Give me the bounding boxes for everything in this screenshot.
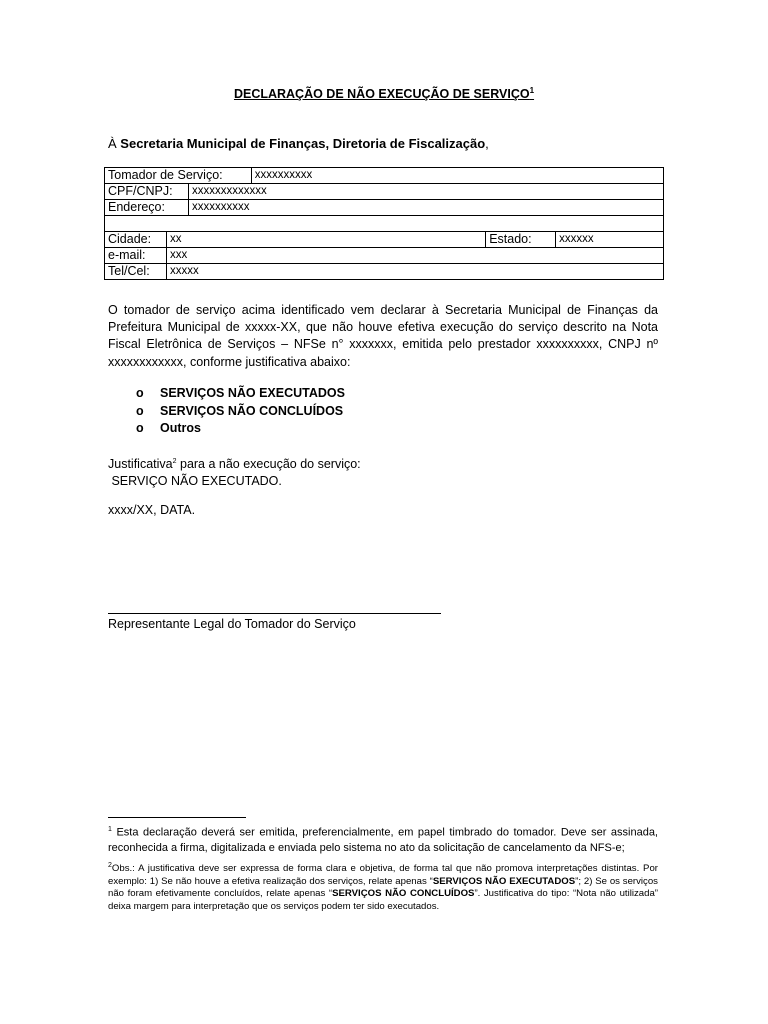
cidade-value: xx (166, 232, 485, 248)
footnote-2-mark: 2 (108, 861, 112, 869)
tomador-value: xxxxxxxxxx (251, 168, 663, 184)
table-row (105, 248, 664, 264)
justification-footnote-mark: 2 (172, 458, 177, 465)
justification (108, 453, 361, 490)
options-list (136, 385, 345, 438)
justification-suffix: para a não execução do serviço: (176, 457, 361, 472)
footnote-2-text: ”. Justificativa do tipo: “Nota não utilizada” deixa margem para interpretação que os serviços podem ter sido executados. (108, 888, 658, 913)
footnote-1-mark: 1 (108, 826, 112, 833)
footnote-2-emphasis: SERVIÇOS NÃO CONCLUÍDOS (332, 888, 475, 900)
list-item (136, 403, 345, 421)
identification-table (104, 167, 664, 280)
table-row (105, 232, 664, 248)
footnote-2 (108, 860, 658, 914)
option-label: Outros (160, 421, 201, 435)
justification-value: SERVIÇO NÃO EXECUTADO. (108, 474, 282, 489)
bullet-icon: o (136, 421, 144, 435)
table-row (105, 200, 664, 216)
endereco-value: xxxxxxxxxx (188, 200, 663, 216)
document-title (0, 86, 768, 101)
title-text: DECLARAÇÃO DE NÃO EXECUÇÃO DE SERVIÇO (233, 87, 530, 102)
bullet-icon: o (136, 386, 144, 400)
table-row (105, 216, 664, 232)
cpf-value: xxxxxxxxxxxxx (188, 184, 663, 200)
place-date: xxxx/XX, DATA. (108, 503, 196, 517)
signature-label: Representante Legal do Tomador do Serviço (108, 617, 356, 631)
justification-heading (108, 453, 361, 473)
tel-label: Tel/Cel: (105, 264, 167, 280)
footnotes (108, 822, 658, 914)
table-row (105, 168, 664, 184)
declaration-paragraph: O tomador de serviço acima identificado vem declarar à Secretaria Municipal de Finanças da Prefeitura Municipal de xxxxx-XX, que não houve efetiva execução do serviço descrito na Nota Fiscal Eletrônica de Serviços – NFSe n° xxxxxxx, emitida pelo prestador xxxxxxxxxx, CNPJ nº xxxxxxxxxxxx, conforme justificativa abaixo: (108, 303, 658, 369)
footnote-1-text: Esta declaração deverá ser emitida, preferencialmente, em papel timbrado do tomador. Deve ser assinada, reconhecida a firma, digitalizada e enviada pelo sistema no ato da solicitação de cancelamento da NFS-e; (108, 826, 658, 855)
justification-label: Justificativa (108, 457, 173, 472)
cidade-label: Cidade: (105, 232, 167, 248)
option-label: SERVIÇOS NÃO EXECUTADOS (160, 386, 345, 400)
footnote-2-text: ”; 2) Se os serviços não foram efetivamente concluídos, relate apenas “ (108, 875, 658, 900)
cpf-label: CPF/CNPJ: (105, 184, 189, 200)
footnote-1 (108, 822, 658, 857)
addressee-prefix: À (108, 136, 121, 151)
list-item (136, 420, 345, 438)
email-value: xxx (166, 248, 663, 264)
list-item (136, 385, 345, 403)
endereco-label: Endereço: (105, 200, 189, 216)
addressee-suffix: , (485, 136, 489, 151)
table-row (105, 264, 664, 280)
empty-row (105, 216, 664, 232)
footnote-divider (108, 817, 246, 818)
estado-label: Estado: (486, 232, 556, 248)
addressee-name: Secretaria Municipal de Finanças, Diretoria de Fiscalização (120, 136, 486, 151)
email-label: e-mail: (105, 248, 167, 264)
tomador-label: Tomador de Serviço: (105, 168, 252, 184)
footnote-2-text: Obs.: A justificativa deve ser expressa de forma clara e objetiva, de forma tal que não promova interpretações distintas. Por exemplo: 1) Se não houve a efetiva realização dos serviços, relate apenas “ (108, 862, 658, 887)
estado-value: xxxxxx (556, 232, 664, 248)
footnote-2-emphasis: SERVIÇOS NÃO EXECUTADOS (432, 875, 576, 887)
addressee (108, 136, 489, 151)
title-footnote-mark: 1 (529, 86, 535, 95)
tel-value: xxxxx (166, 264, 663, 280)
table-row (105, 184, 664, 200)
bullet-icon: o (136, 403, 144, 418)
option-label: SERVIÇOS NÃO CONCLUÍDOS (160, 403, 344, 418)
signature-line (108, 600, 441, 614)
